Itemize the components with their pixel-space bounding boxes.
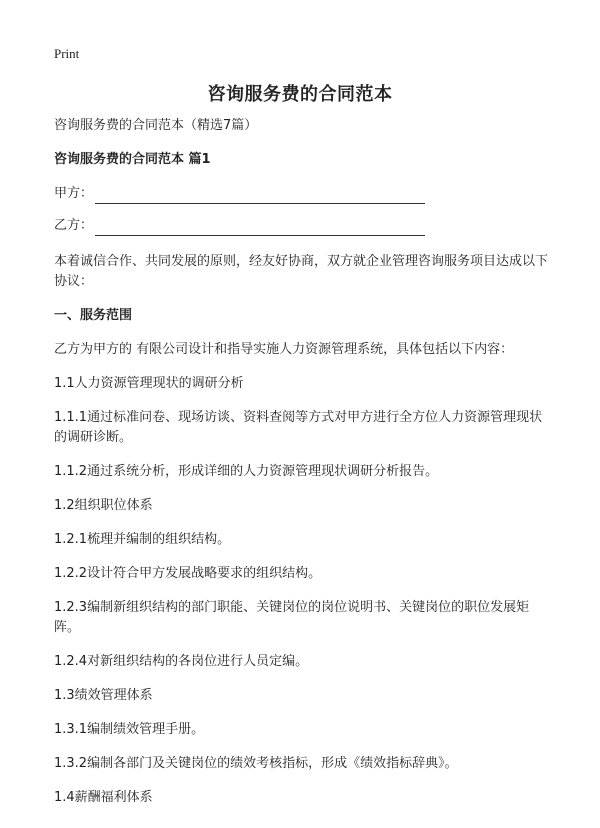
print-link[interactable]: Print — [54, 46, 80, 61]
party-a-blank — [95, 188, 425, 204]
clause-paragraph: 1.3.1编制绩效管理手册。 — [54, 722, 205, 737]
clause-paragraph: 1.3绩效管理体系 — [54, 688, 153, 703]
article-heading: 咨询服务费的合同范本 篇1 — [54, 152, 211, 167]
party-b-label: 乙方： — [54, 218, 94, 233]
clause-paragraph: 1.4薪酬福利体系 — [54, 790, 153, 805]
document-title: 咨询服务费的合同范本 — [207, 84, 393, 105]
party-b-blank — [95, 220, 425, 236]
party-a-label: 甲方： — [54, 186, 94, 201]
party-b-row — [54, 216, 554, 236]
clause-paragraph: 1.1人力资源管理现状的调研分析 — [54, 376, 244, 391]
clause-paragraph: 1.1.2通过系统分析，形成详细的人力资源管理现状调研分析报告。 — [54, 464, 439, 479]
clause-paragraph: 1.3.2编制各部门及关键岗位的绩效考核指标，形成《绩效指标辞典》。 — [54, 756, 458, 771]
clause-paragraph: 1.2.1梳理并编制的组织结构。 — [54, 532, 231, 547]
clause-paragraph: 1.2.3编制新组织结构的部门职能、关键岗位的岗位说明书、关键岗位的职位发展矩阵。 — [54, 600, 530, 635]
section-1-heading: 一、服务范围 — [54, 308, 133, 323]
clause-paragraph: 1.2.4对新组织结构的各岗位进行人员定编。 — [54, 654, 309, 669]
document-subtitle: 咨询服务费的合同范本（精选7篇） — [54, 118, 258, 133]
clause-paragraph: 1.2.2设计符合甲方发展战略要求的组织结构。 — [54, 566, 322, 581]
party-a-row — [54, 184, 554, 204]
clause-paragraph: 1.1.1通过标准问卷、现场访谈、资料查阅等方式对甲方进行全方位人力资源管理现状的调研诊断。 — [54, 410, 543, 445]
intro-paragraph: 本着诚信合作、共同发展的原则，经友好协商，双方就企业管理咨询服务项目达成以下协议： — [54, 254, 549, 289]
document-content — [54, 116, 554, 822]
clause-paragraph: 1.2组织职位体系 — [54, 498, 153, 513]
section-1-intro: 乙方为甲方的 有限公司设计和指导实施人力资源管理系统，具体包括以下内容： — [54, 342, 514, 357]
